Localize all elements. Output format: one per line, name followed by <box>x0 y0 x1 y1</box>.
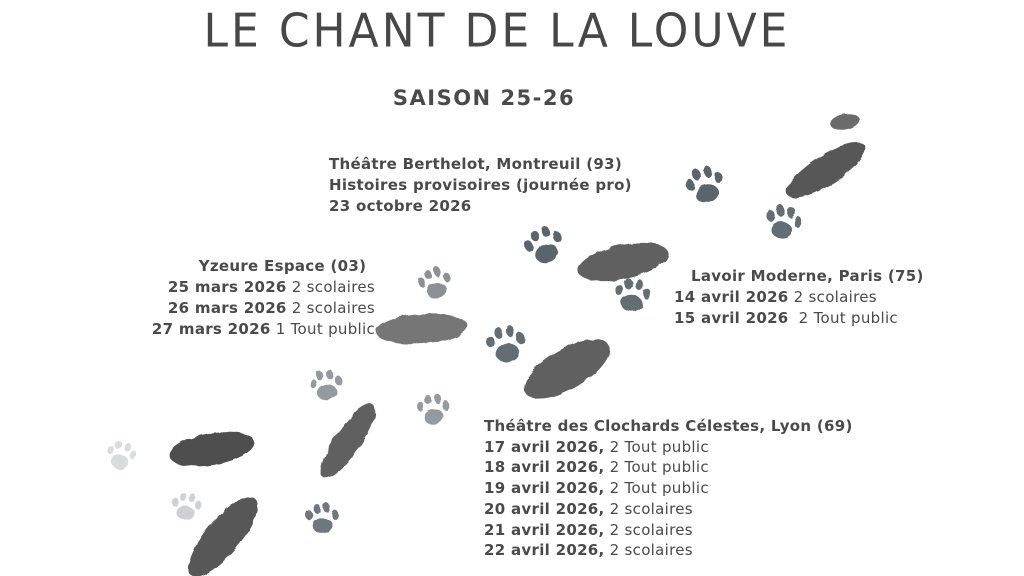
show-detail: 2 Tout public <box>788 309 898 327</box>
show-detail: 2 scolaires <box>788 288 877 306</box>
show-date: 26 mars 2026 <box>167 299 287 317</box>
footprint-icon <box>515 328 618 411</box>
footprint-icon <box>779 133 873 207</box>
show-line <box>484 499 853 520</box>
show-date: 20 avril 2026, <box>484 499 605 518</box>
paw-print-icon <box>520 222 568 269</box>
venue-name: Théâtre des Clochards Célestes, Lyon (69) <box>484 417 853 435</box>
page-title: LE CHANT DE LA LOUVE <box>203 4 791 59</box>
venue-yzeure <box>150 256 375 340</box>
venue-berthelot <box>329 154 632 217</box>
paw-print-icon <box>416 264 455 302</box>
show-date: 22 avril 2026, <box>484 541 605 560</box>
show-line <box>150 277 375 298</box>
show-date: 14 avril 2026 <box>674 288 789 306</box>
show-detail: 2 scolaires <box>604 520 693 539</box>
show-detail: 2 scolaires <box>286 299 375 317</box>
show-line <box>484 457 853 478</box>
show-line <box>150 319 375 340</box>
venue-lavoir <box>674 266 924 329</box>
show-date: 17 avril 2026, <box>484 437 605 456</box>
show-detail: 2 scolaires <box>604 541 693 560</box>
show-detail: 2 Tout public <box>604 479 709 498</box>
show-detail: 2 Tout public <box>604 437 709 456</box>
footprint-icon <box>574 236 671 288</box>
show-date: 27 mars 2026 <box>151 320 271 338</box>
event-name: Histoires provisoires (journée pro) <box>329 176 632 194</box>
paw-print-icon <box>105 439 139 471</box>
paw-print-icon <box>485 323 529 365</box>
show-line <box>674 287 924 308</box>
show-date: 21 avril 2026, <box>484 520 605 539</box>
footprint-icon <box>312 398 384 485</box>
paw-print-icon <box>305 502 340 535</box>
paw-print-icon <box>682 163 728 207</box>
show-detail: 2 scolaires <box>604 499 693 518</box>
show-line <box>484 520 853 541</box>
show-detail: 1 Tout public <box>270 320 375 338</box>
show-date: 19 avril 2026, <box>484 479 605 498</box>
show-line <box>484 540 853 561</box>
paw-print-icon <box>416 393 451 426</box>
venue-name: Yzeure Espace (03) <box>198 257 367 275</box>
paw-print-icon <box>764 203 804 242</box>
show-detail: 2 Tout public <box>604 458 709 477</box>
show-date: 18 avril 2026, <box>484 458 605 477</box>
footprint-icon <box>829 112 861 133</box>
season-label: SAISON 25-26 <box>392 86 576 110</box>
paw-print-icon <box>614 277 652 313</box>
footprint-icon <box>167 426 257 472</box>
footprint-icon <box>375 311 469 347</box>
venue-lyon <box>484 416 853 561</box>
show-date: 15 avril 2026 <box>674 309 789 327</box>
show-detail: 2 scolaires <box>286 278 375 296</box>
event-date: 23 octobre 2026 <box>329 197 472 215</box>
paw-print-icon <box>308 367 345 402</box>
show-line <box>484 478 853 499</box>
paw-print-icon <box>171 491 203 521</box>
venue-name: Théâtre Berthelot, Montreuil (93) <box>329 155 623 173</box>
show-line <box>674 308 924 329</box>
show-line <box>484 437 853 458</box>
venue-name: Lavoir Moderne, Paris (75) <box>691 267 924 285</box>
show-date: 25 mars 2026 <box>167 278 287 296</box>
show-line <box>150 298 375 319</box>
